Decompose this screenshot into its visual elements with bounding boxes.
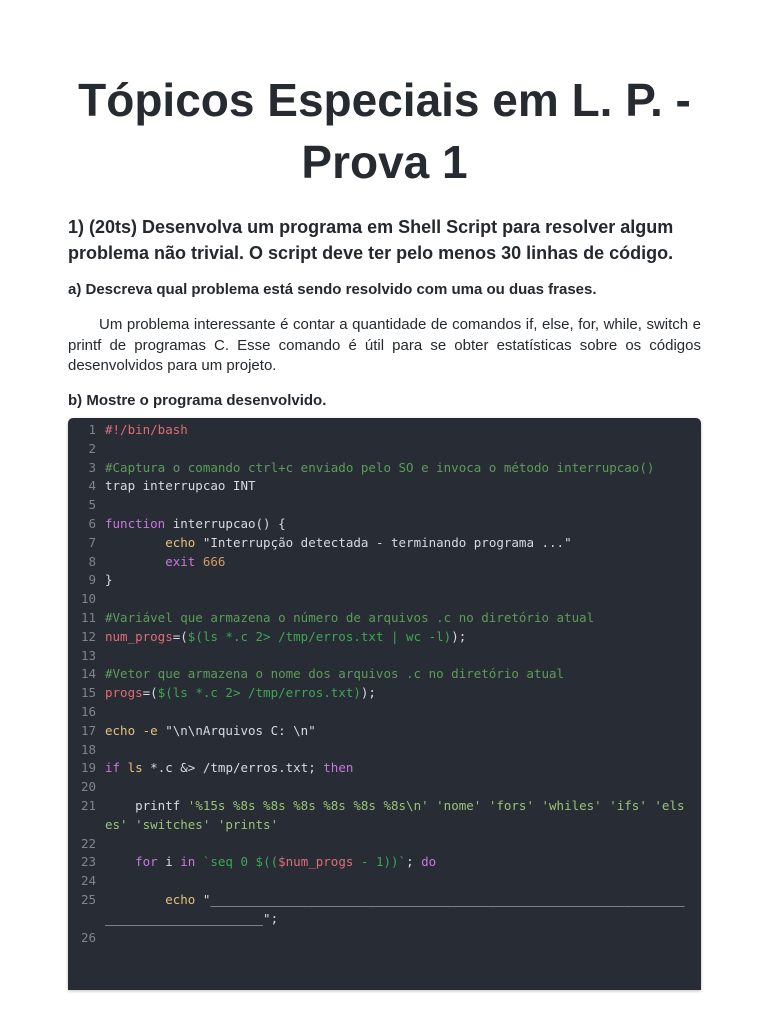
- code-text: [96, 797, 687, 835]
- code-line: [68, 891, 701, 929]
- code-line: [68, 853, 701, 872]
- document-page: [68, 0, 701, 411]
- code-token: for: [135, 854, 158, 870]
- code-text: [96, 778, 687, 797]
- code-token: [195, 554, 203, 569]
- line-number: 11: [80, 609, 96, 625]
- code-line: [68, 628, 701, 647]
- code-token: 666: [202, 553, 226, 569]
- line-number: 23: [80, 854, 96, 870]
- code-line: [68, 703, 701, 722]
- code-line: [68, 477, 701, 496]
- code-token: exit: [165, 553, 196, 569]
- code-line: [68, 759, 701, 778]
- code-token: echo: [165, 534, 196, 550]
- line-number: 24: [80, 873, 96, 889]
- line-number: 9: [88, 572, 96, 588]
- code-text: [96, 421, 687, 440]
- code-token: in: [180, 854, 196, 870]
- code-text: [96, 515, 687, 534]
- code-line: [68, 515, 701, 534]
- line-number: 25: [80, 891, 96, 907]
- code-text: [96, 872, 687, 891]
- code-token: [105, 854, 135, 869]
- item-a-answer: Um problema interessante é contar a quantidade de comandos if, else, for, while, switch e printf de programas C. Esse comando é útil para se obter estatísticas sobre os códigos desenvolvidos para um projeto.: [68, 316, 701, 374]
- code-token: }: [105, 572, 113, 588]
- code-token: #Variável que armazena o número de arquivos .c no diretório atual: [105, 609, 595, 625]
- line-number: 14: [80, 666, 96, 682]
- code-line: [68, 553, 701, 572]
- code-text: [96, 553, 687, 572]
- code-token: [195, 854, 203, 869]
- line-number: 20: [80, 779, 96, 795]
- code-line: [68, 797, 701, 835]
- code-text: [96, 891, 687, 929]
- code-token: do: [421, 854, 437, 870]
- code-token: =(: [142, 685, 158, 701]
- line-number: 6: [88, 515, 96, 531]
- line-number: 22: [80, 835, 96, 851]
- code-line: [68, 665, 701, 684]
- code-line: [68, 684, 701, 703]
- code-token: function: [105, 515, 166, 531]
- code-line: [68, 534, 701, 553]
- code-line: [68, 571, 701, 590]
- code-text: [96, 741, 687, 760]
- code-text: [96, 590, 687, 609]
- code-line: [68, 440, 701, 459]
- code-token: #!/bin/bash: [105, 422, 188, 437]
- code-line: [68, 741, 701, 760]
- code-token: $num_progs: [278, 854, 354, 870]
- code-line: [68, 459, 701, 478]
- code-line: [68, 496, 701, 515]
- code-line: [68, 722, 701, 741]
- code-token: interrupcao() {: [165, 515, 286, 531]
- code-token: $(ls *.c 2> /tmp/erros.txt): [157, 685, 361, 701]
- line-number: 13: [80, 647, 96, 663]
- code-token: "\n\nArquivos C: \n": [165, 722, 316, 738]
- code-text: [96, 853, 687, 872]
- code-token: -e: [135, 722, 166, 738]
- code-token: '%15s %8s %8s %8s %8s %8s %8s\n' 'nome' 'fors' 'whiles' 'ifs' 'elses' 'switches' 'prints': [105, 797, 685, 832]
- code-token: [105, 892, 165, 907]
- question-1-heading: 1) (20ts) Desenvolva um programa em Shell Script para resolver algum problema não trivial. O script deve ter pelo menos 30 linhas de código.: [68, 217, 674, 263]
- code-text: [96, 609, 687, 628]
- line-number: 12: [80, 628, 96, 644]
- line-number: 10: [80, 591, 96, 607]
- line-number: 3: [88, 459, 96, 475]
- line-number: 19: [80, 760, 96, 776]
- code-token: `seq 0 $((: [202, 854, 279, 870]
- line-number: 21: [80, 797, 96, 813]
- code-token: if: [105, 760, 121, 776]
- code-token: i: [157, 854, 181, 870]
- code-token: then: [323, 760, 354, 776]
- code-line: [68, 778, 701, 797]
- line-number: 4: [88, 478, 96, 494]
- line-number: 16: [80, 703, 96, 719]
- code-text: [96, 477, 687, 496]
- code-text: [96, 496, 687, 515]
- line-number: 26: [80, 929, 96, 945]
- code-token: );: [360, 685, 376, 701]
- code-token: [105, 554, 165, 569]
- line-number: 17: [80, 722, 96, 738]
- code-token: *.c &> /tmp/erros.txt;: [142, 760, 324, 776]
- code-line: [68, 609, 701, 628]
- code-text: [96, 665, 687, 684]
- code-line: [68, 872, 701, 891]
- line-number: 15: [80, 685, 96, 701]
- code-text: [96, 684, 687, 703]
- code-token: ls: [127, 760, 143, 776]
- line-number: 7: [88, 534, 96, 550]
- line-number: 8: [88, 553, 96, 569]
- code-token: "____________________________________________________________________________________";: [105, 891, 685, 926]
- code-token: echo: [165, 891, 196, 907]
- code-text: [96, 835, 687, 854]
- code-token: "Interrupção detectada - terminando programa ...": [195, 534, 572, 550]
- item-a-heading: a) Descreva qual problema está sendo resolvido com uma ou duas frases.: [68, 281, 597, 298]
- code-text: [96, 459, 687, 478]
- code-block: [68, 418, 701, 990]
- code-text: [96, 759, 687, 778]
- code-text: [96, 571, 687, 590]
- code-token: =(: [172, 628, 188, 644]
- line-number: 5: [88, 497, 96, 513]
- code-line: [68, 835, 701, 854]
- code-token: progs: [105, 685, 143, 701]
- code-text: [96, 534, 687, 553]
- code-token: );: [451, 628, 467, 644]
- code-token: #Captura o comando ctrl+c enviado pelo SO e invoca o método interrupcao(): [105, 459, 655, 475]
- code-token: num_progs: [105, 628, 173, 644]
- code-text: [96, 929, 687, 948]
- code-text: [96, 703, 687, 722]
- code-text: [96, 440, 687, 459]
- code-token: ;: [406, 854, 422, 870]
- code-token: trap interrupcao INT: [105, 478, 256, 494]
- code-lines: [68, 418, 701, 947]
- code-text: [96, 647, 687, 666]
- line-number: 18: [80, 741, 96, 757]
- code-token: $(ls *.c 2> /tmp/erros.txt | wc -l): [187, 628, 452, 644]
- page-title: Tópicos Especiais em L. P. - Prova 1: [78, 74, 691, 188]
- code-line: [68, 590, 701, 609]
- code-token: - 1))`: [353, 854, 407, 870]
- code-text: [96, 628, 687, 647]
- line-number: 1: [88, 422, 96, 437]
- code-line: [68, 929, 701, 948]
- code-token: #Vetor que armazena o nome dos arquivos .c no diretório atual: [105, 666, 565, 682]
- code-token: printf: [105, 797, 188, 813]
- code-text: [96, 722, 687, 741]
- item-b-heading: b) Mostre o programa desenvolvido.: [68, 391, 327, 409]
- code-line: [68, 647, 701, 666]
- line-number: 2: [88, 440, 96, 456]
- code-line: [68, 421, 701, 440]
- code-token: [105, 535, 165, 550]
- code-token: echo: [105, 722, 136, 738]
- code-token: [120, 760, 128, 775]
